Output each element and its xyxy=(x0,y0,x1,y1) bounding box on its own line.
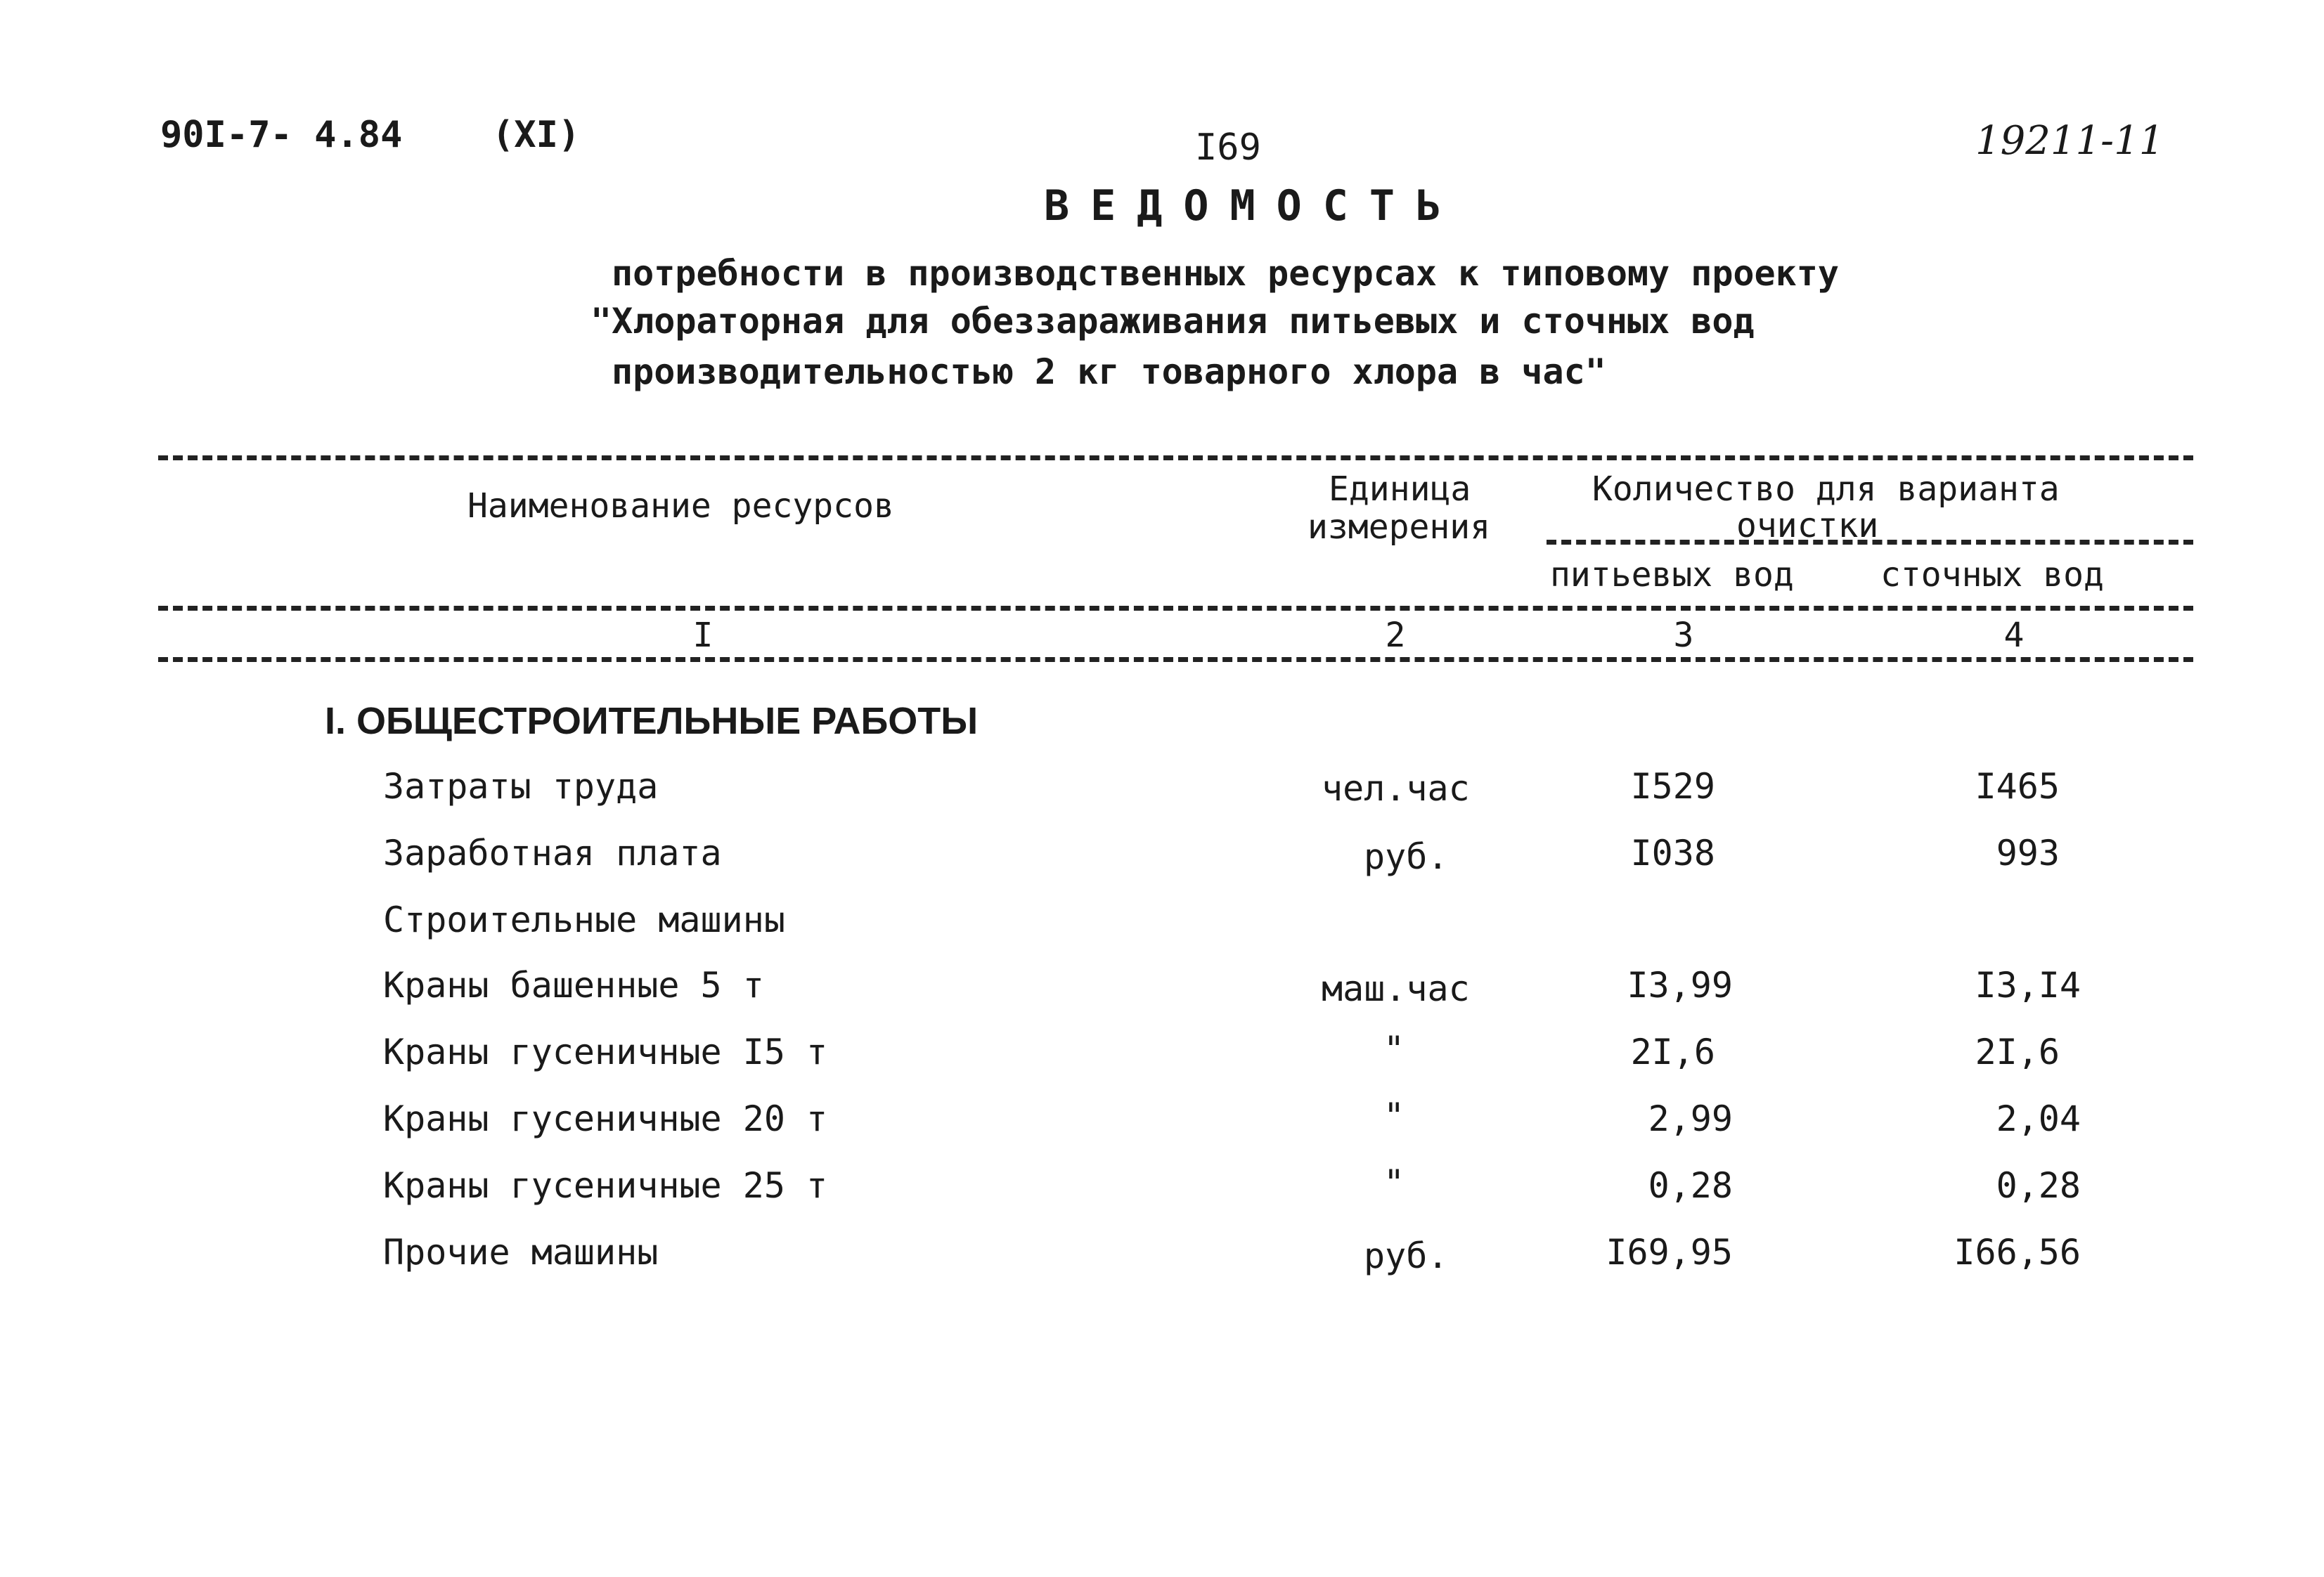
section-number: (XI) xyxy=(492,114,581,156)
row-drinking: I3,99 xyxy=(1627,965,1733,1006)
row-name: Прочие машины xyxy=(383,1232,659,1273)
table-top-rule xyxy=(158,455,2193,460)
handwritten-id: 19211-11 xyxy=(1975,118,2164,164)
row-name: Заработная плата xyxy=(383,833,722,874)
column-header-name: Наименование ресурсов xyxy=(467,486,894,526)
row-waste: 2I,6 xyxy=(1975,1032,2060,1072)
row-drinking: I038 xyxy=(1630,833,1715,874)
document-code: 90I-7- 4.84 xyxy=(160,114,403,156)
row-unit: руб. xyxy=(1364,1235,1449,1276)
row-waste: I465 xyxy=(1975,766,2060,807)
row-drinking: I69,95 xyxy=(1606,1232,1733,1273)
column-header-quantity: Количество для варианта xyxy=(1592,469,2060,509)
row-name: Краны башенные 5 т xyxy=(383,965,764,1006)
column-header-drinking-water: питьевых вод xyxy=(1550,555,1794,595)
page-number: I69 xyxy=(1195,126,1261,169)
row-name: Краны гусеничные 25 т xyxy=(383,1165,828,1206)
row-unit: " xyxy=(1383,1162,1405,1203)
column-number-2: 2 xyxy=(1385,616,1406,655)
row-waste: 993 xyxy=(1996,833,2060,874)
row-drinking: 2I,6 xyxy=(1630,1032,1715,1072)
row-name: Строительные машины xyxy=(383,900,785,940)
row-waste: 0,28 xyxy=(1996,1165,2081,1206)
section-title: I. ОБЩЕСТРОИТЕЛЬНЫЕ РАБОТЫ xyxy=(325,700,979,742)
row-unit: " xyxy=(1383,1029,1405,1070)
subtitle-line-3: производительностью 2 кг товарного хлора в час" xyxy=(612,351,1606,392)
row-unit: чел.час xyxy=(1322,768,1470,809)
subtitle-line-2: "Хлораторная для обеззараживания питьевых и сточных вод xyxy=(590,301,1755,342)
subtitle-line-1: потребности в производственных ресурсах к типовому проекту xyxy=(612,253,1839,294)
row-unit: маш.час xyxy=(1322,968,1470,1009)
row-name: Краны гусеничные I5 т xyxy=(383,1032,828,1072)
column-number-4: 4 xyxy=(2003,616,2025,655)
row-waste: I66,56 xyxy=(1954,1232,2081,1273)
column-number-3: 3 xyxy=(1673,616,1694,655)
row-drinking: 0,28 xyxy=(1648,1165,1733,1206)
row-drinking: 2,99 xyxy=(1648,1098,1733,1139)
row-waste: 2,04 xyxy=(1996,1098,2081,1139)
column-number-1: I xyxy=(692,616,714,655)
row-unit: руб. xyxy=(1364,836,1449,877)
column-header-unit-line-2: измерения xyxy=(1308,507,1491,547)
column-header-unit-line-1: Единица xyxy=(1329,469,1471,509)
column-header-quantity-sub: очистки xyxy=(1736,506,1879,545)
row-waste: I3,I4 xyxy=(1975,965,2081,1006)
column-header-waste-water: сточных вод xyxy=(1880,555,2104,595)
row-name: Затраты труда xyxy=(383,766,659,807)
document-title: ВЕДОМОСТЬ xyxy=(1044,181,1463,231)
row-name: Краны гусеничные 20 т xyxy=(383,1098,828,1139)
row-drinking: I529 xyxy=(1630,766,1715,807)
column-number-rule xyxy=(158,657,2193,662)
header-bottom-rule xyxy=(158,606,2193,611)
row-unit: " xyxy=(1383,1096,1405,1136)
